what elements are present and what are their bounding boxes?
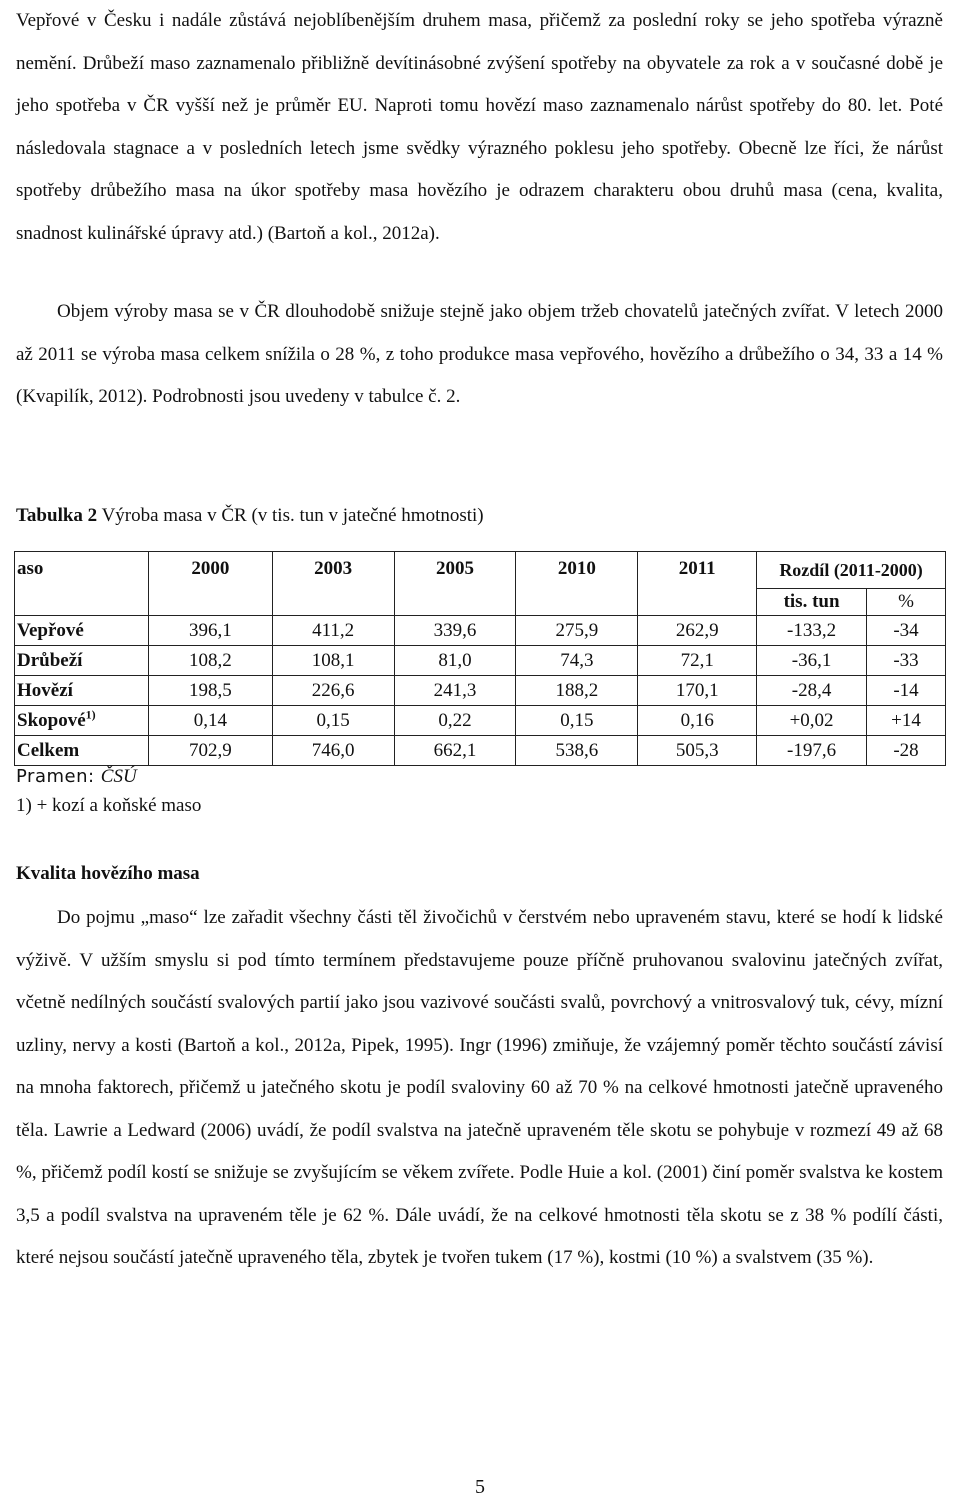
meat-production-table — [14, 551, 946, 766]
table-source — [16, 765, 137, 789]
table-header-row — [15, 552, 946, 589]
row-label: Drůbeží — [15, 646, 149, 676]
difference-header: Rozdíl (2011-2000) — [757, 552, 946, 589]
row-label: Celkem — [15, 736, 149, 766]
row-label: Hovězí — [15, 676, 149, 706]
paragraph-meat-consumption: Vepřové v Česku i nadále zůstává nejoblíbenějším druhem masa, přičemž za poslední roky se jeho spotřeba výrazně nemění. Drůbeží maso zaznamenalo přibližně devítinásobné zvýšení spotřeby na obyvatele za rok a v současné době je jeho spotřeba v ČR vyšší než je průměr EU. Naproti tomu hovězí maso zaznamenalo nárůst spotřeby do 80. let. Poté následovala stagnace a v posledních letech jsme svědky výrazného poklesu jeho spotřeby. Obecně lze říci, že nárůst spotřeby drůbežího masa na úkor spotřeby masa hovězího je odrazem charakteru obou druhů masa (cena, kvalita, snadnost kulinářské úpravy atd.) (Bartoň a kol., 2012a). — [16, 10, 943, 244]
paragraph-meat-production: Objem výroby masa se v ČR dlouhodobě snižuje stejně jako objem tržeb chovatelů jatečných zvířat. V letech 2000 až 2011 se výroba masa celkem snížila o 28 %, z toho produkce masa vepřového, hovězího a drůbežího o 34, 33 a 14 % (Kvapilík, 2012). Podrobnosti jsou uvedeny v tabulce č. 2. — [16, 301, 943, 407]
table-cell: 662,1 — [394, 736, 516, 766]
year-header: 2010 — [516, 552, 638, 616]
table-cell: 0,14 — [148, 706, 272, 736]
table-row — [15, 616, 946, 646]
table-cell: -14 — [867, 676, 946, 706]
table-cell: 226,6 — [272, 676, 394, 706]
row-label: Vepřové — [15, 616, 149, 646]
year-header: 2003 — [272, 552, 394, 616]
table-caption-number: Tabulka 2 — [16, 505, 98, 526]
table-caption-text: Výroba masa v ČR (v tis. tun v jatečné hmotnosti) — [97, 505, 484, 526]
table-cell: +14 — [867, 706, 946, 736]
year-header: 2011 — [638, 552, 757, 616]
table-cell: -33 — [867, 646, 946, 676]
table-cell: -34 — [867, 616, 946, 646]
page-number: 5 — [475, 1476, 485, 1498]
source-label: Pramen: — [16, 766, 101, 787]
table-cell: 81,0 — [394, 646, 516, 676]
table-footnote: 1) + kozí a koňské maso — [16, 795, 202, 816]
paragraph-meat-definition: Do pojmu „maso“ lze zařadit všechny části těl živočichů v čerstvém nebo upraveném stavu, které se hodí k lidské výživě. V užším smyslu si pod tímto termínem představujeme pouze příčně pruhovanou svalovinu jatečných zvířat, včetně nedílných součástí svalových partií jako jsou vazivové součásti svalů, povrchový a vnitrosvalový tuk, cévy, mízní uzliny, nervy a kosti (Bartoň a kol., 2012a, Pipek, 1995). Ingr (1996) zmiňuje, že vzájemný poměr těchto součástí závisí na mnoha faktorech, přičemž u jatečného skotu je podíl svaloviny 60 až 70 % na celkové hmotnosti jatečně upraveného těla. Lawrie a Ledward (2006) uvádí, že podíl svalstva na jatečně upraveném těle skotu se pohybuje v rozmezí 49 až 68 %, přičemž podíl kostí se snižuje se zvyšujícím se věkem zvířete. Podle Huie a kol. (2001) činí poměr svalstva ke kostem 3,5 a podíl svalstva na upraveném těle je 62 %. Dále uvádí, že na celkové hmotnosti těla skotu se z 38 % podílí části, které nejsou součástí jatečně upraveného těla, zbytek je tvořen tukem (17 %), kostmi (10 %) a svalstvem (35 %). — [16, 907, 943, 1268]
table-cell: 0,22 — [394, 706, 516, 736]
source-value: ČSÚ — [100, 766, 137, 787]
table-row — [15, 646, 946, 676]
table-cell: 188,2 — [516, 676, 638, 706]
table-cell: 170,1 — [638, 676, 757, 706]
table-cell: -133,2 — [757, 616, 867, 646]
year-header: 2005 — [394, 552, 516, 616]
table-cell: 411,2 — [272, 616, 394, 646]
table-cell: 275,9 — [516, 616, 638, 646]
table-corner-label: aso — [15, 552, 149, 616]
table-cell: 538,6 — [516, 736, 638, 766]
table-cell: 0,16 — [638, 706, 757, 736]
table-caption — [16, 505, 484, 527]
table-cell: -197,6 — [757, 736, 867, 766]
table-cell: 702,9 — [148, 736, 272, 766]
table-cell: 72,1 — [638, 646, 757, 676]
difference-unit-header: tis. tun — [757, 589, 867, 616]
table-cell: 0,15 — [272, 706, 394, 736]
table-cell: -36,1 — [757, 646, 867, 676]
row-label: Skopové$^{1)}$ — [15, 706, 149, 736]
table-row — [15, 706, 946, 736]
year-header: 2000 — [148, 552, 272, 616]
table-cell: -28 — [867, 736, 946, 766]
table-cell: 746,0 — [272, 736, 394, 766]
table-cell: 108,2 — [148, 646, 272, 676]
table-cell: -28,4 — [757, 676, 867, 706]
table-cell: 396,1 — [148, 616, 272, 646]
table-cell: 241,3 — [394, 676, 516, 706]
table-cell: +0,02 — [757, 706, 867, 736]
table-cell: 505,3 — [638, 736, 757, 766]
table-cell: 74,3 — [516, 646, 638, 676]
table-cell: 198,5 — [148, 676, 272, 706]
table-cell: 339,6 — [394, 616, 516, 646]
table-cell: 262,9 — [638, 616, 757, 646]
table-cell: 0,15 — [516, 706, 638, 736]
table-row — [15, 736, 946, 766]
section-heading: Kvalita hovězího masa — [16, 863, 200, 884]
table-row — [15, 676, 946, 706]
table-cell: 108,1 — [272, 646, 394, 676]
difference-percent-header: % — [867, 589, 946, 616]
